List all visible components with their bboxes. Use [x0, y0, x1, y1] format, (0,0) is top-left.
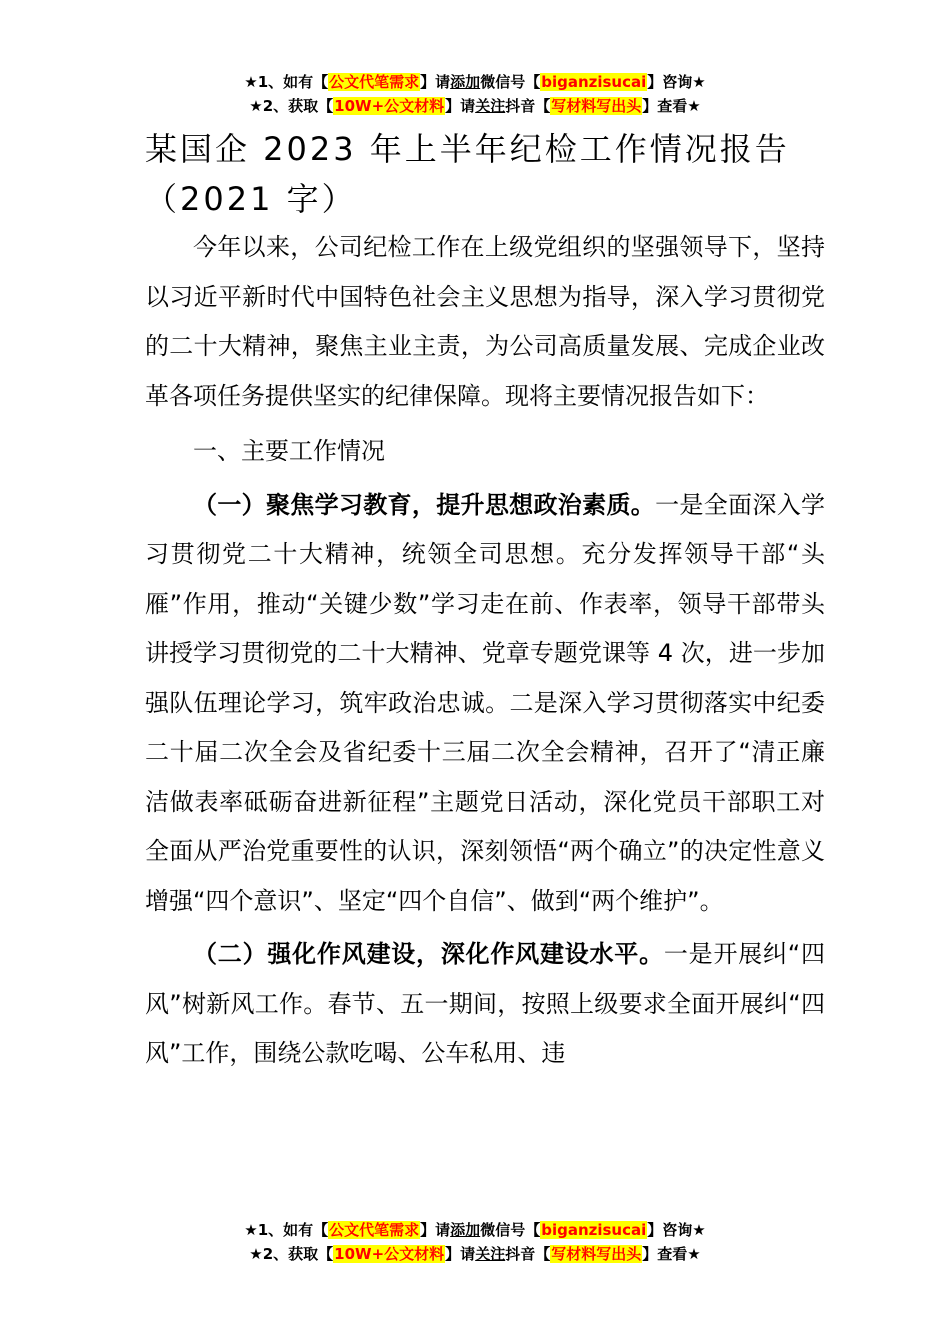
- star-icon: ★: [249, 1245, 263, 1263]
- star-icon: ★: [692, 1221, 706, 1239]
- banner-text: 1、如有【: [257, 73, 329, 91]
- banner-line-2: [0, 1242, 950, 1266]
- banner-text: 抖音【: [505, 1245, 551, 1263]
- highlight-service: 公文代笔需求: [329, 1221, 420, 1239]
- banner-text: 】请: [445, 97, 476, 115]
- star-icon: ★: [244, 73, 258, 91]
- highlight-douyin: 写材料写出头: [551, 97, 642, 115]
- banner-text: 】查看: [642, 97, 688, 115]
- section-heading: 一、主要工作情况: [193, 437, 385, 465]
- banner-text: 微信号【: [480, 1221, 541, 1239]
- banner-text: 】请: [445, 1245, 476, 1263]
- document-body: [145, 223, 825, 1079]
- banner-underlined: 关注: [475, 97, 506, 115]
- banner-underlined: 关注: [475, 1245, 506, 1263]
- banner-line-1: [0, 70, 950, 94]
- intro-paragraph: 今年以来，公司纪检工作在上级党组织的坚强领导下，坚持以习近平新时代中国特色社会主义思想为指导，深入学习贯彻党的二十大精神，聚焦主业主责，为公司高质量发展、完成企业改革各项任务提供坚实的纪律保障。现将主要情况报告如下：: [145, 233, 825, 410]
- subsection-1-title: （一）聚焦学习教育，提升思想政治素质。: [193, 490, 656, 519]
- highlight-douyin: 写材料写出头: [551, 1245, 642, 1263]
- star-icon: ★: [687, 1245, 701, 1263]
- banner-text: 2、获取【: [262, 97, 334, 115]
- banner-line-2: [0, 94, 950, 118]
- banner-text: 】咨询: [647, 1221, 693, 1239]
- banner-text: 】请: [420, 73, 451, 91]
- banner-text: 】请: [420, 1221, 451, 1239]
- title-line-1: 某国企 2023 年上半年纪检工作情况报告: [145, 130, 790, 168]
- highlight-wechat-id: biganzisucai: [541, 73, 647, 91]
- banner-line-1: [0, 1218, 950, 1242]
- star-icon: ★: [692, 73, 706, 91]
- banner-underlined: 添加: [450, 1221, 481, 1239]
- subsection-1-body: 一是全面深入学习贯彻党二十大精神，统领全司思想。充分发挥领导干部“头雁”作用，推动“关键少数”学习走在前、作表率，领导干部带头讲授学习贯彻党的二十大精神、党章专题党课等 4 次，进一步加强队伍理论学习，筑牢政治忠诚。二是深入学习贯彻落实中纪委二十届二次全会及省纪委十三届二次全会精神，召开了“清正廉洁做表率砥砺奋进新征程”主题党日活动，深化党员干部职工对全面从严治党重要性的认识，深刻领悟“两个确立”的决定性意义增强“四个意识”、坚定“四个自信”、做到“两个维护”。: [145, 490, 826, 915]
- subsection-2-body: 一是开展纠“四风”树新风工作。春节、五一期间，按照上级要求全面开展纠“四风”工作，围绕公款吃喝、公车私用、违: [145, 940, 826, 1067]
- highlight-service: 公文代笔需求: [329, 73, 420, 91]
- banner-text: 2、获取【: [262, 1245, 334, 1263]
- subsection-1: [145, 481, 825, 927]
- banner-text: 】咨询: [647, 73, 693, 91]
- star-icon: ★: [249, 97, 263, 115]
- subsection-2: [145, 930, 825, 1079]
- star-icon: ★: [687, 97, 701, 115]
- banner-text: 1、如有【: [257, 1221, 329, 1239]
- title-line-2: （2021 字）: [145, 180, 357, 218]
- footer-banner: [0, 1218, 950, 1266]
- banner-text: 微信号【: [480, 73, 541, 91]
- highlight-materials: 10W+公文材料: [334, 1245, 445, 1263]
- subsection-2-title: （二）强化作风建设，深化作风建设水平。: [193, 940, 664, 968]
- banner-underlined: 添加: [450, 73, 481, 91]
- highlight-wechat-id: biganzisucai: [541, 1221, 647, 1239]
- document-title: [145, 124, 825, 224]
- header-banner: [0, 70, 950, 118]
- star-icon: ★: [244, 1221, 258, 1239]
- banner-text: 抖音【: [505, 97, 551, 115]
- banner-text: 】查看: [642, 1245, 688, 1263]
- highlight-materials: 10W+公文材料: [334, 97, 445, 115]
